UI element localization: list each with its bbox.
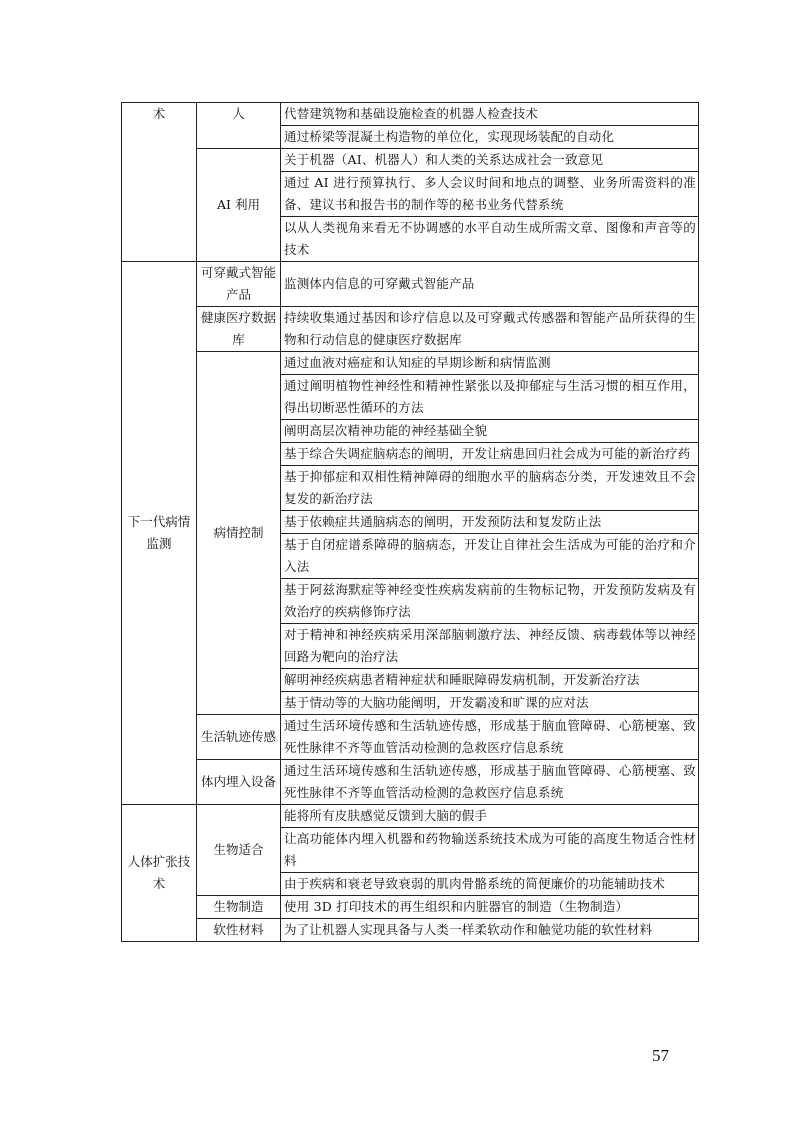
subcategory-cell: 体内埋入设备 (197, 760, 281, 805)
item-cell: 对于精神和神经疾病采用深部脑刺激疗法、神经反馈、病毒载体等以神经回路为靶向的治疗法 (281, 624, 699, 669)
item-cell: 由于疾病和衰老导致衰弱的肌肉骨骼系统的简便廉价的功能辅助技术 (281, 873, 699, 896)
table-row (122, 262, 699, 307)
subcategory-cell: AI 利用 (197, 149, 281, 262)
table-row (122, 149, 699, 172)
subcategory-cell: 健康医疗数据库 (197, 307, 281, 352)
subcategory-cell: 病情控制 (197, 352, 281, 715)
item-cell: 能将所有皮肤感觉反馈到大脑的假手 (281, 805, 699, 828)
item-cell: 阐明高层次精神功能的神经基础全貌 (281, 420, 699, 443)
table-row (122, 919, 699, 942)
item-cell: 让高功能体内埋入机器和药物输送系统技术成为可能的高度生物适合性材料 (281, 828, 699, 873)
table-row (122, 715, 699, 760)
category-cell: 术 (122, 103, 197, 262)
category-cell: 下一代病情监测 (122, 262, 197, 805)
item-cell: 持续收集通过基因和诊疗信息以及可穿戴式传感器和智能产品所获得的生物和行动信息的健康医疗数据库 (281, 307, 699, 352)
item-cell: 使用 3D 打印技术的再生组织和内脏器官的制造（生物制造） (281, 896, 699, 919)
item-cell: 基于依赖症共通脑病态的阐明，开发预防法和复发防止法 (281, 511, 699, 534)
item-cell: 以从人类视角来看无不协调感的水平自动生成所需文章、图像和声音等的技术 (281, 217, 699, 262)
table-row (122, 805, 699, 828)
item-cell: 通过血液对癌症和认知症的早期诊断和病情监测 (281, 352, 699, 375)
table-row (122, 352, 699, 375)
item-cell: 基于自闭症谱系障碍的脑病态，开发让自律社会生活成为可能的治疗和介入法 (281, 534, 699, 579)
item-cell: 代替建筑物和基础设施检查的机器人检查技术 (281, 103, 699, 126)
table-row (122, 896, 699, 919)
item-cell: 通过生活环境传感和生活轨迹传感，形成基于脑血管障碍、心筋梗塞、致死性脉律不齐等血管活动检测的急救医疗信息系统 (281, 760, 699, 805)
subcategory-cell: 生物适合 (197, 805, 281, 896)
item-cell: 通过阐明植物性神经性和精神性紧张以及抑郁症与生活习惯的相互作用，得出切断恶性循环的方法 (281, 375, 699, 420)
item-cell: 基于抑郁症和双相性精神障碍的细胞水平的脑病态分类，开发速效且不会复发的新治疗法 (281, 466, 699, 511)
table-row (122, 103, 699, 126)
table-row (122, 760, 699, 805)
technology-table (121, 102, 699, 942)
subcategory-cell: 生物制造 (197, 896, 281, 919)
page-number: 57 (652, 1046, 669, 1065)
subcategory-cell: 软性材料 (197, 919, 281, 942)
item-cell: 关于机器（AI、机器人）和人类的关系达成社会一致意见 (281, 149, 699, 172)
item-cell: 监测体内信息的可穿戴式智能产品 (281, 262, 699, 307)
item-cell: 为了让机器人实现具备与人类一样柔软动作和触觉功能的软性材料 (281, 919, 699, 942)
item-cell: 通过生活环境传感和生活轨迹传感，形成基于脑血管障碍、心筋梗塞、致死性脉律不齐等血管活动检测的急救医疗信息系统 (281, 715, 699, 760)
item-cell: 通过 AI 进行预算执行、多人会议时间和地点的调整、业务所需资料的准备、建议书和报告书的制作等的秘书业务代替系统 (281, 172, 699, 217)
subcategory-cell: 生活轨迹传感 (197, 715, 281, 760)
subcategory-cell: 人 (197, 103, 281, 149)
item-cell: 通过桥梁等混凝土构造物的单位化，实现现场装配的自动化 (281, 126, 699, 149)
item-cell: 基于综合失调症脑病态的阐明，开发让病患回归社会成为可能的新治疗药 (281, 443, 699, 466)
item-cell: 解明神经疾病患者精神症状和睡眠障碍发病机制，开发新治疗法 (281, 669, 699, 692)
category-cell: 人体扩张技术 (122, 805, 197, 942)
item-cell: 基于情动等的大脑功能阐明，开发霸凌和旷课的应对法 (281, 692, 699, 715)
item-cell: 基于阿兹海默症等神经变性疾病发病前的生物标记物，开发预防发病及有效治疗的疾病修饰疗法 (281, 579, 699, 624)
table-row (122, 307, 699, 352)
subcategory-cell: 可穿戴式智能产品 (197, 262, 281, 307)
